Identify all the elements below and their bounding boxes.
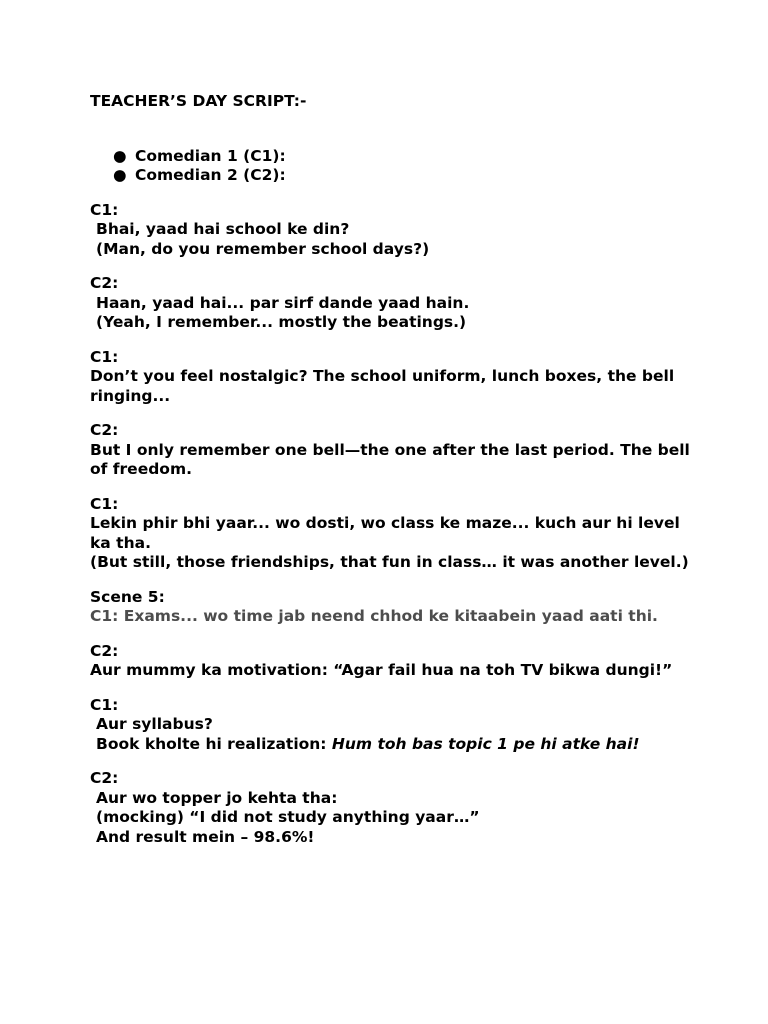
dialogue-translation: (But still, those friendships, that fun in class… it was another level.)	[90, 553, 689, 571]
dialogue-block-1	[90, 201, 690, 260]
speaker-label: C2:	[90, 769, 119, 787]
dialogue-block-7	[90, 642, 690, 681]
dialogue-line: Bhai, yaad hai school ke din?	[96, 220, 350, 238]
dialogue-line: (mocking) “I did not study anything yaar…”	[96, 808, 480, 826]
dialogue-line	[90, 735, 690, 755]
dialogue-line: Don’t you feel nostalgic? The school uniform, lunch boxes, the bell ringing...	[90, 367, 675, 405]
speaker-label: C2:	[90, 421, 119, 439]
dialogue-line: Aur wo topper jo kehta tha:	[96, 788, 338, 807]
document-title: TEACHER’S DAY SCRIPT:-	[90, 92, 307, 110]
dialogue-line: Aur syllabus?	[96, 715, 213, 733]
speaker-label: C1:	[90, 695, 119, 714]
dialogue-block-5	[90, 495, 690, 573]
dialogue-line: Lekin phir bhi yaar... wo dosti, wo class ke maze... kuch aur hi level ka tha.	[90, 514, 680, 552]
speaker-label: C1:	[90, 494, 119, 513]
dialogue-block-3	[90, 348, 690, 407]
cast-item-c1	[113, 147, 690, 167]
speaker-label: C2:	[90, 641, 119, 660]
dialogue-line: Haan, yaad hai... par sirf dande yaad hain.	[96, 293, 470, 312]
dialogue-line: C1: Exams... wo time jab neend chhod ke kitaabein yaad aati thi.	[90, 607, 658, 625]
dialogue-translation: (Yeah, I remember... mostly the beatings.)	[96, 313, 467, 331]
cast-label: Comedian 1 (C1):	[135, 146, 286, 165]
bullet-icon: ●	[113, 166, 127, 184]
cast-label: Comedian 2 (C2):	[135, 166, 286, 184]
scene-heading: Scene 5:	[90, 587, 165, 606]
cast-item-c2	[113, 166, 690, 186]
dialogue-line: But I only remember one bell—the one after the last period. The bell of freedom.	[90, 440, 690, 478]
scene-block-5	[90, 588, 690, 627]
dialogue-block-2	[90, 274, 690, 333]
document-page	[90, 92, 690, 862]
italic-punchline: Hum toh bas topic 1 pe hi atke hai!	[331, 734, 640, 753]
dialogue-text: Book kholte hi realization:	[96, 734, 332, 753]
cast-list	[90, 147, 690, 186]
dialogue-block-8	[90, 696, 690, 755]
dialogue-block-4	[90, 421, 690, 480]
dialogue-line: And result mein – 98.6%!	[96, 827, 315, 846]
speaker-label: C1:	[90, 200, 119, 219]
dialogue-line: Aur mummy ka motivation: “Agar fail hua na toh TV bikwa dungi!”	[90, 661, 673, 679]
dialogue-translation: (Man, do you remember school days?)	[96, 239, 430, 258]
speaker-label: C1:	[90, 347, 119, 366]
bullet-icon: ●	[113, 146, 127, 165]
speaker-label: C2:	[90, 274, 119, 292]
dialogue-block-9	[90, 769, 690, 847]
